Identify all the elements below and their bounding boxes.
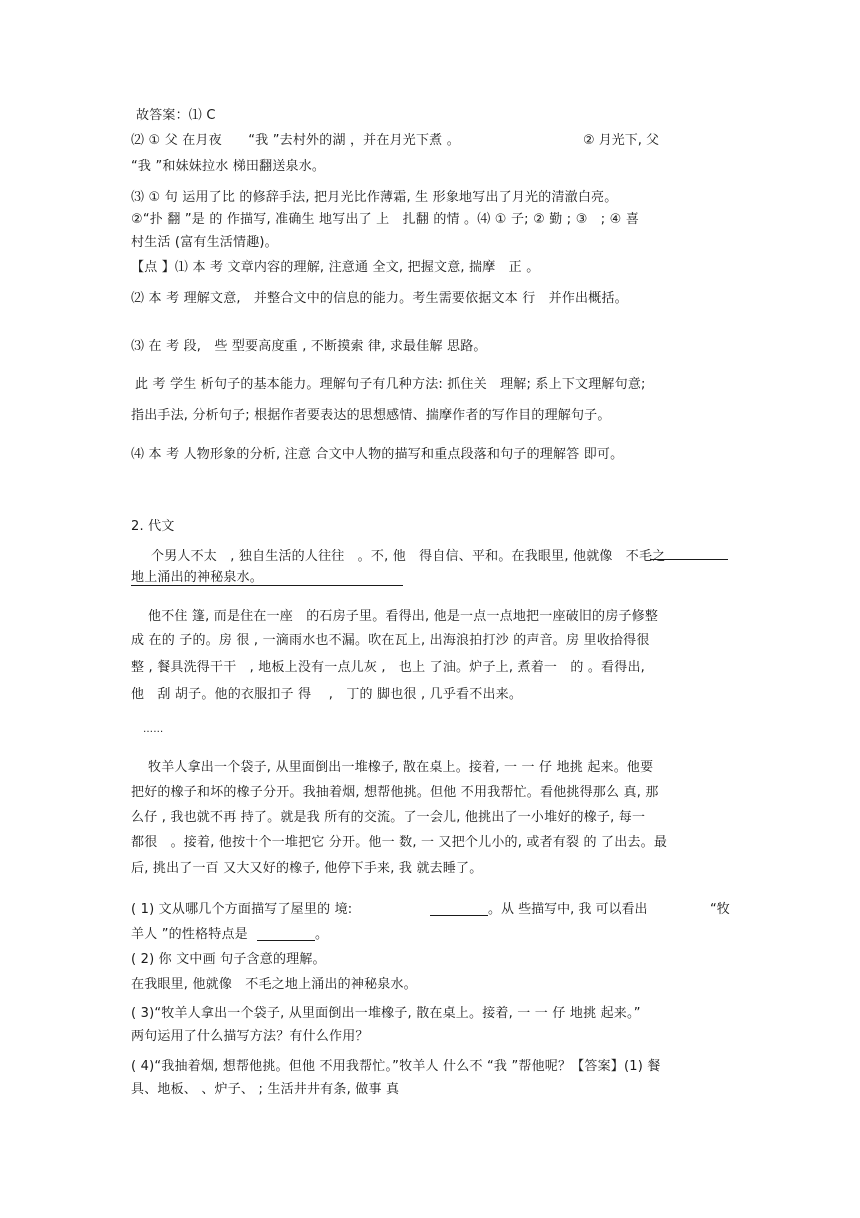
question-4-line-1: ( 4)“我抽着烟, 想帮他挑。但他 不用我帮忙。”牧羊人 什么不 “我 ”帮他呢？【答案】(1) 餐 [131,1059,661,1074]
question-1-line-2: 羊人 ”的性格特点是 [131,927,248,942]
passage-p2-line-4: 他 刮 胡子。他的衣服扣子 得 , 丁的 脚也很 , 几乎看不出来。 [131,687,523,702]
question-1-line-1-right: “牧 [710,902,730,917]
comment-line-4: 此 考 学生 析句子的基本能力。理解句子有几种方法: 抓住关 理解; 系上下文理解句意; [135,377,646,392]
question-3-line-2: 两句运用了什么描写方法？有什么作用？ [131,1029,369,1044]
answer-label: 故答案：⑴ C [136,108,216,123]
passage-p1-line-1: 个男人不太 , 独自生活的人往往 。不, 他 得自信、平和。在我眼里, 他就像 不毛之 [151,549,666,564]
comment-line-1: 【点 】⑴ 本 考 文章内容的理解, 注意通 全文, 把握文意, 揣摩 正 。 [131,260,540,275]
question-2: ( 2) 你 文中画 句子含意的理解。 [131,952,326,967]
question-3-line-1: ( 3)“牧羊人拿出一个袋子, 从里面倒出一堆橡子, 散在桌上。接着, 一 一 仔 地挑 起来。” [131,1006,641,1021]
question-1-end: 。 [315,927,329,942]
section-heading: 2. 代文 [131,519,175,534]
comment-line-2: ⑵ 本 考 理解文意, 并整合文中的信息的能力。考生需要依据文本 行 并作出概括。 [131,291,628,306]
question-2-quote: 在我眼里, 他就像 不毛之地上涌出的神秘泉水。 [131,977,417,992]
answer-blank-1[interactable] [430,903,488,916]
question-1-line-1-mid: 。从 些描写中, 我 可以看出 [488,902,648,917]
answer-line-2-right: ② 月光下, 父 [583,133,660,148]
passage-p3-line-4: 都很 。接着, 他按十个一堆把它 分开。他一 数, 一 又把个儿小的, 或者有裂 的 了出去。最 [131,835,668,850]
answer-line-5: ②“扑 翻 ”是 的 作描写, 准确生 地写出了 上 扎翻 的情 。⑷ ① 子; ② 勤 ; ③ ; ④ 喜 [131,212,640,227]
passage-p1-line-2: 地上涌出的神秘泉水。 [131,570,264,585]
underline-segment [131,585,403,586]
passage-p2-line-3: 整 , 餐具洗得干干 , 地板上没有一点儿灰 , 也上 了油。炉子上, 煮着一 的 。看得出, [131,660,645,675]
passage-p3-line-2: 把好的橡子和坏的橡子分开。我抽着烟, 想帮他挑。但他 不用我帮忙。看他挑得那么 真, 那 [131,785,659,800]
underline-segment [650,559,728,560]
answer-line-2: ⑵ ① 父 在月夜 “我 ”去村外的湖 ，并在月光下煮 。 [131,133,460,148]
question-4-line-2: 具、地板、 、炉子、 ; 生活井井有条, 做事 真 [131,1082,400,1097]
ellipsis: …… [143,724,164,735]
passage-p3-line-5: 后, 挑出了一百 又大又好的橡子, 他停下手来, 我 就去睡了。 [131,861,483,876]
answer-line-3: “我 ”和妹妹拉水 梯田翻送泉水。 [131,159,326,174]
passage-p3-line-3: 么仔 , 我也就不再 持了。就是我 所有的交流。了一会儿, 他挑出了一小堆好的橡子, 每一 [131,810,646,825]
passage-p3-line-1: 牧羊人拿出一个袋子, 从里面倒出一堆橡子, 散在桌上。接着, 一 一 仔 地挑 起来。他要 [148,760,654,775]
answer-line-4: ⑶ ① 句 运用了比 的修辞手法, 把月光比作薄霜, 生 形象地写出了月光的清澈白亮。 [131,190,618,205]
answer-blank-2[interactable] [257,928,315,941]
comment-line-5: 指出手法, 分析句子; 根据作者要表达的思想感情、揣摩作者的写作目的理解句子。 [131,408,611,423]
comment-line-6: ⑷ 本 考 人物形象的分析, 注意 合文中人物的描写和重点段落和句子的理解答 即可。 [131,447,624,462]
question-1-line-1: ( 1) 文从哪几个方面描写了屋里的 境: [131,902,353,917]
passage-p2-line-2: 成 在的 子的。房 很 , 一滴雨水也不漏。吹在瓦上, 出海浪拍打沙 的声音。房 里收拾得很 [131,633,650,648]
answer-line-6: 村生活 (富有生活情趣)。 [131,235,278,250]
passage-p2-line-1: 他不住 篷, 而是住在一座 的石房子里。看得出, 他是一点一点地把一座破旧的房子修整 [148,609,659,624]
comment-line-3: ⑶ 在 考 段, 些 型要高度重 , 不断摸索 律, 求最佳解 思路。 [131,339,487,354]
